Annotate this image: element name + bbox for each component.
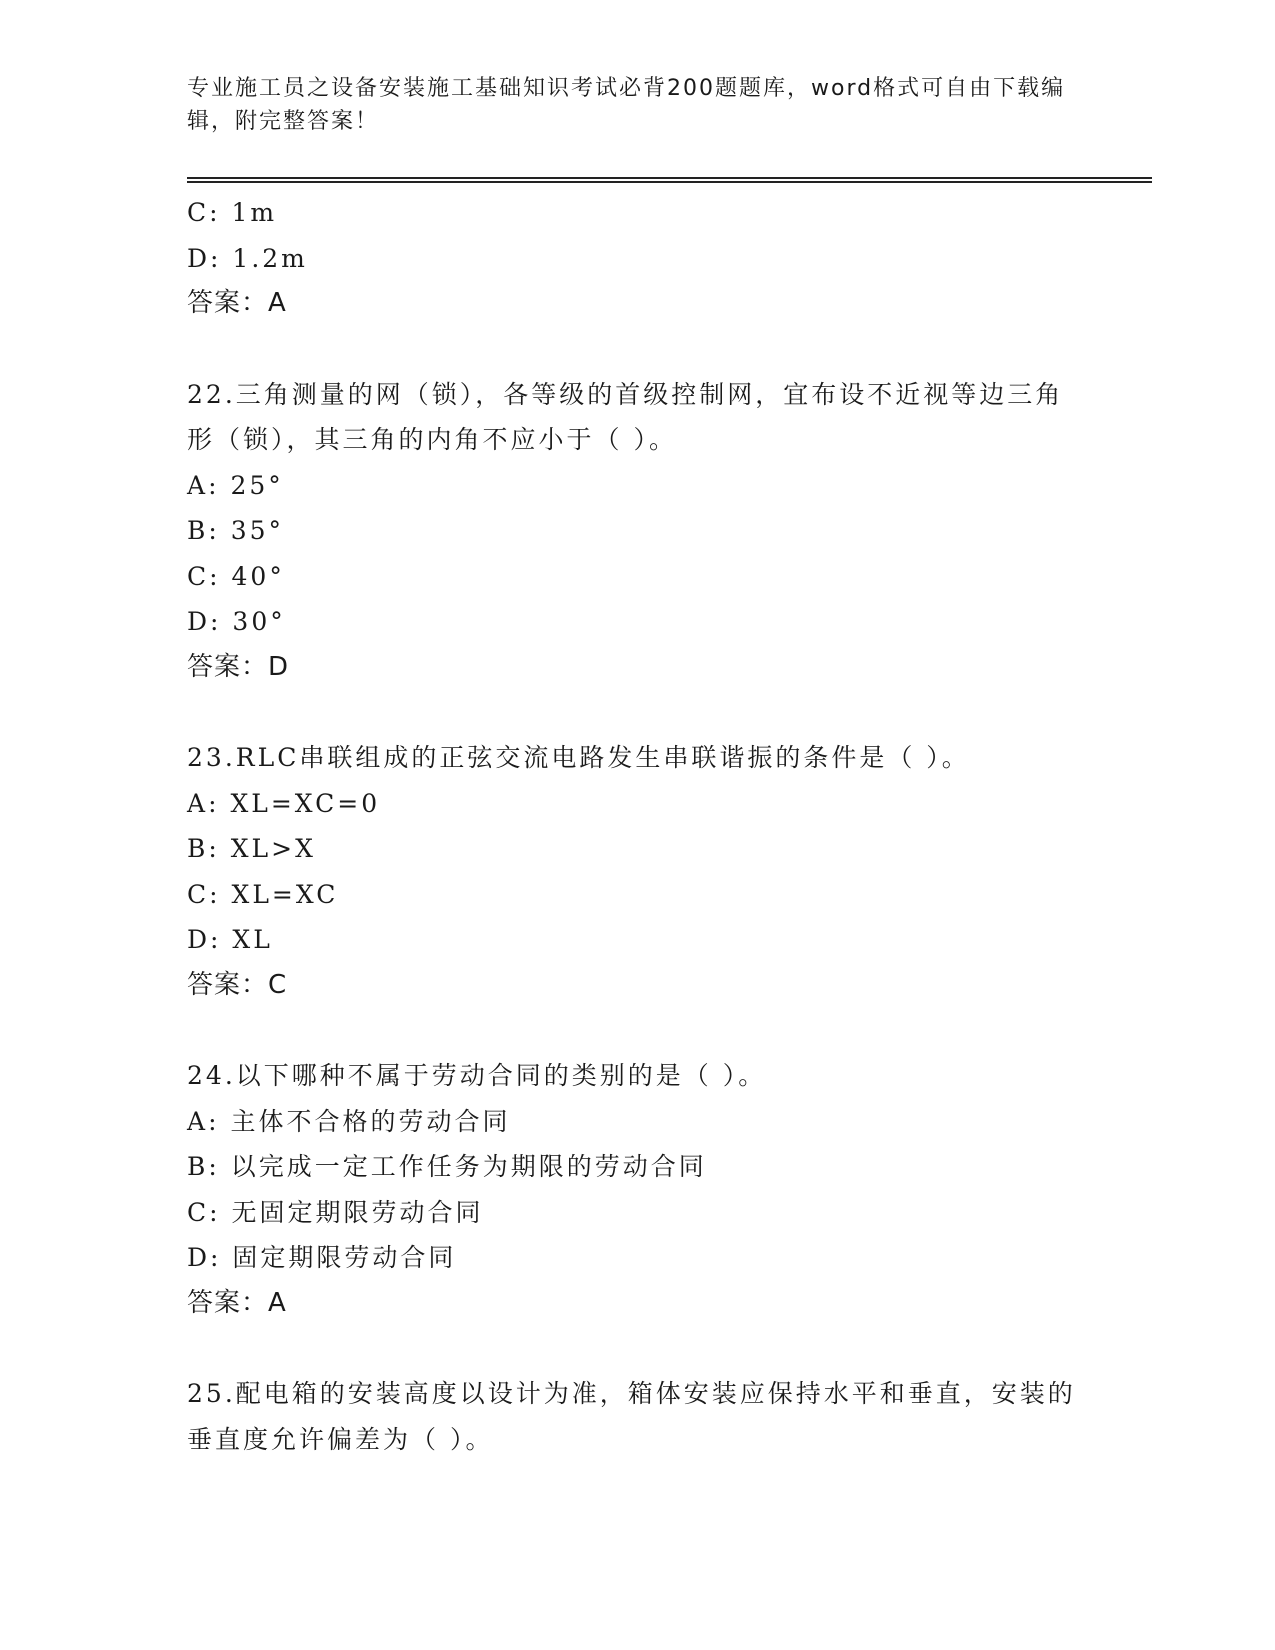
option-separator: : [208,1106,231,1136]
question-number: 24 [187,1061,225,1090]
answer-line [187,645,1087,691]
number-separator: . [224,379,236,409]
option-separator: : [208,834,231,863]
option-line [187,463,1087,509]
question-text [187,1371,1087,1462]
option-text: XL=XC [231,879,339,909]
question-content [187,190,1087,1462]
option-line [187,826,1087,872]
option-separator: : [210,243,233,273]
answer-line [187,1281,1087,1327]
option-separator: : [208,470,231,500]
option-line [187,599,1087,645]
question-block [187,1371,1087,1462]
option-separator: : [209,198,232,227]
question-text [187,735,1087,781]
option-separator: : [209,1197,232,1227]
header-title: 专业施工员之设备安装施工基础知识考试必背200题题库，word格式可自由下载编辑，附完整答案！ [187,76,1066,134]
question-block [187,372,1087,691]
option-text: 1.2m [232,243,308,273]
answer-line [187,963,1087,1009]
option-line [187,554,1087,600]
option-text: 35° [230,516,285,545]
answer-value: D [268,651,290,682]
question-stem: RLC串联组成的正弦交流电路发生串联谐振的条件是（ ）。 [235,743,970,772]
question-block [187,1053,1087,1326]
option-line [187,190,1087,236]
option-label: B [187,516,209,545]
answer-value: A [268,288,287,318]
option-label: B [187,834,209,863]
answer-value: C [268,969,288,1000]
option-label: A [187,1106,209,1136]
question-text [187,372,1087,463]
question-text [187,1053,1087,1099]
number-separator: . [224,1061,236,1090]
option-text: 30° [232,607,286,636]
question-block [187,735,1087,1008]
option-separator: : [208,788,231,818]
option-line [187,1235,1087,1281]
option-label: B [187,1152,209,1181]
question-number: 22 [187,379,225,409]
option-line [187,917,1087,963]
option-label: C [187,561,210,591]
option-separator: : [208,1152,231,1181]
option-text: XL>X [230,834,316,863]
header-divider [187,177,1152,183]
answer-prefix: 答案： [187,288,269,318]
option-text: 无固定期限劳动合同 [231,1197,484,1227]
question-stem: 三角测量的网（锁），各等级的首级控制网，宜布设不近视等边三角形（锁），其三角的内角不应小于（ ）。 [187,379,1064,454]
document-header [187,72,1087,138]
option-text: 1m [231,198,278,227]
question-stem: 以下哪种不属于劳动合同的类别的是（ ）。 [235,1061,767,1090]
continued-question [187,190,1087,327]
answer-prefix: 答案： [187,1287,269,1318]
spacer [187,690,1087,735]
option-line [187,236,1087,282]
option-text: 25° [230,470,284,500]
option-label: A [187,470,209,500]
option-line [187,508,1087,554]
option-label: D [187,925,211,954]
number-separator: . [224,743,236,772]
spacer [187,1326,1087,1371]
option-separator: : [208,516,231,545]
answer-value: A [268,1287,287,1318]
answer-prefix: 答案： [187,651,269,682]
number-separator: . [224,1379,236,1408]
option-label: C [187,198,210,227]
option-separator: : [209,879,232,909]
option-label: D [187,1243,211,1272]
option-line [187,872,1087,918]
option-text: XL=XC=0 [230,788,381,818]
answer-prefix: 答案： [187,969,269,1000]
option-separator: : [210,925,233,954]
option-line [187,1099,1087,1145]
option-label: D [187,607,211,636]
option-label: C [187,879,210,909]
option-text: 40° [231,561,285,591]
question-number: 25 [187,1379,225,1408]
option-line [187,1144,1087,1190]
question-number: 23 [187,743,225,772]
spacer [187,327,1087,372]
option-separator: : [210,1243,233,1272]
option-line [187,781,1087,827]
option-text: 以完成一定工作任务为期限的劳动合同 [230,1152,707,1181]
answer-line [187,281,1087,327]
option-separator: : [210,607,233,636]
spacer [187,1008,1087,1053]
option-label: D [187,243,211,273]
option-label: C [187,1197,210,1227]
option-text: 固定期限劳动合同 [232,1243,457,1272]
option-label: A [187,788,209,818]
option-text: XL [232,925,273,954]
option-separator: : [209,561,232,591]
question-stem: 配电箱的安装高度以设计为准，箱体安装应保持水平和垂直，安装的垂直度允许偏差为（ ）。 [187,1379,1076,1454]
option-text: 主体不合格的劳动合同 [230,1106,511,1136]
option-line [187,1190,1087,1236]
